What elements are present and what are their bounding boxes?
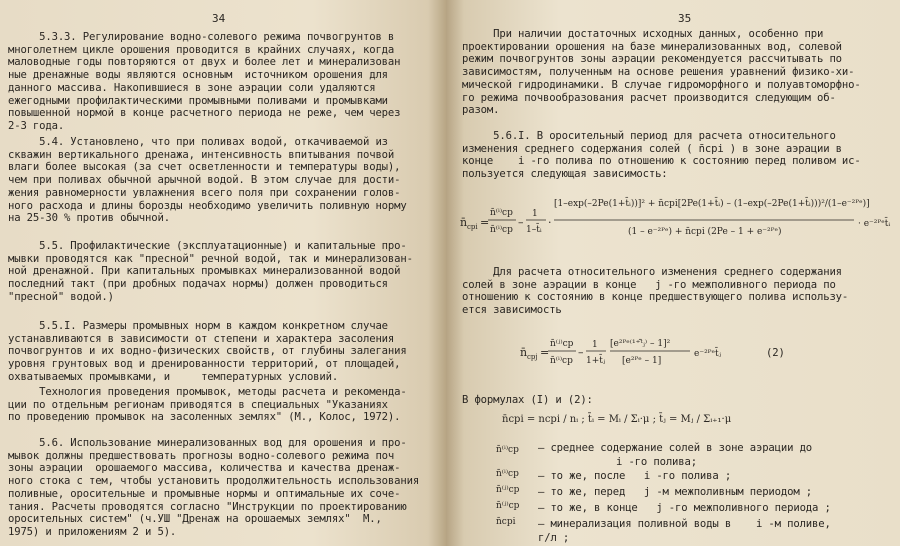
svg-text:n̄⁽ʲ⁾cp: n̄⁽ʲ⁾cp bbox=[550, 339, 574, 349]
svg-text:–: – bbox=[578, 346, 584, 359]
paragraph-between: Для расчета относительного изменения среднего содержания солей в зоне аэрации в конце j -го межполивного периода по отношению к состоянию в конце предшествующего полива использу- ется зависимость bbox=[462, 266, 849, 317]
def-after: – то же, после i -го полива ; bbox=[538, 470, 732, 482]
in-formulas-heading: В формулах (I) и (2): bbox=[462, 394, 593, 406]
svg-text:n̄⁽ʲ⁾cp: n̄⁽ʲ⁾cp bbox=[496, 485, 520, 495]
svg-text:cpj: cpj bbox=[527, 353, 538, 361]
svg-text:1+t̄ⱼ: 1+t̄ⱼ bbox=[586, 356, 606, 366]
left-page bbox=[0, 0, 446, 546]
definition-symbols bbox=[494, 440, 534, 536]
right-page bbox=[446, 0, 900, 546]
svg-text:n̄⁽ʲ⁾cp: n̄⁽ʲ⁾cp bbox=[496, 501, 520, 511]
svg-text:n̄⁽ⁱ⁾cp: n̄⁽ⁱ⁾cp bbox=[550, 356, 573, 366]
svg-text:[1–exp(–2Pe(1+t̄ᵢ))]² + n̄cpi[: [1–exp(–2Pe(1+t̄ᵢ))]² + n̄cpi[2Pe(1+t̄ᵢ) – (1–exp(–2Pe(1+t̄ᵢ)))²/(1–e⁻²ᴾᵉ)] bbox=[554, 199, 870, 209]
paragraph-5-4: 5.4. Установлено, что при поливах водой, откачиваемой из скважин вертикального дренажа, интенсивность впитывания почвой влаги более высокая (за счет осветленности и температуры воды), чем при поливах обычной арычной водой. В этом случае для дости- жения равномерности увлажнения всего поля при сохранении голов- ного расхода и длины борозды необходимо увеличить поливную норму на 25-30 % против обычной. bbox=[8, 136, 407, 225]
svg-text:1–t̄ᵢ: 1–t̄ᵢ bbox=[526, 225, 542, 235]
paragraph-intro: При наличии достаточных исходных данных, особенно при проектировании орошения на базе минерализованных вод, солевой режим почвогрунтов зоны аэрации рекомендуется рассчитывать по зависимостям, полученным на основе решения уравнений физико-хи- мической гидродинамики. В случае гидроморфного и полуавтоморфно- го режима почвообразования расчет производится следующим об- разом. bbox=[462, 28, 861, 117]
svg-text:cpi: cpi bbox=[467, 223, 478, 231]
page-number: 34 bbox=[212, 12, 226, 25]
def-mineralization: – минерализация поливной воды в i -м поливе, bbox=[538, 518, 831, 530]
paragraph-5-5-1: 5.5.I. Размеры промывных норм в каждом конкретном случае устанавливаются в зависимости от степени и характера засоления почвогрунтов и их водно-физических свойств, от глубины залегания уровня грунтовых вод и дренированности территорий, от площадей, охватываемых промывками, и температурных условий. bbox=[8, 320, 407, 383]
paragraph-5-5: 5.5. Профилактические (эксплуатационные) и капитальные про- мывки проводятся как "пресной" речной водой, так и минерализован- ной дренажной. При капитальных промывках минерализованной водой последний такт (при дробных подачах нормы) должен проводиться "пресной" водой.) bbox=[8, 240, 413, 303]
paragraph-5-6-1: 5.6.I. В оросительный период для расчета относительного изменения среднего содержания солей ( n̄cpi ) в зоне аэрации в конце i -го полива по отношению к состоянию перед поливом ис- пользуется следующая зависимость: bbox=[462, 130, 861, 181]
def-before-irrigation: i -го полива; bbox=[616, 456, 697, 468]
paragraph-5-6: 5.6. Использование минерализованных вод для орошения и про- мывок должны предшествовать прогнозы водно-солевого режима поч зоны аэрации орошаемого массива, количества и качества дренаж- ного стока с тем, чтобы установить продолжительность использования поливные, оросительные и промывные нормы и оптимальные их соче- тания. Расчеты проводятся согласно "Инструкции по проектированию оросительных систем" (ч.УШ "Дренаж на орошаемых землях" М., 1975) и приложениям 2 и 5). bbox=[8, 437, 420, 538]
svg-text:n̄⁽ⁱ⁾cp: n̄⁽ⁱ⁾cp bbox=[496, 445, 519, 455]
svg-text:e⁻²ᴾᵉt̄ⱼ: e⁻²ᴾᵉt̄ⱼ bbox=[694, 349, 721, 359]
formula-2-label: (2) bbox=[766, 347, 785, 359]
svg-text:n̄⁽ⁱ⁾cp: n̄⁽ⁱ⁾cp bbox=[490, 225, 513, 235]
symbol-definitions bbox=[500, 406, 732, 438]
svg-text:1: 1 bbox=[532, 209, 538, 219]
def-units: г/л ; bbox=[538, 532, 570, 544]
formula-1 bbox=[458, 186, 896, 260]
svg-text:· e⁻²ᴾᵉt̄ᵢ: · e⁻²ᴾᵉt̄ᵢ bbox=[858, 219, 891, 229]
svg-text:(1 – e⁻²ᴾᵉ) + n̄cpi (2Pe – 1 +: (1 – e⁻²ᴾᵉ) + n̄cpi (2Pe – 1 + e⁻²ᴾᵉ) bbox=[628, 227, 782, 237]
svg-text:–: – bbox=[518, 216, 524, 229]
svg-text:n̄: n̄ bbox=[520, 346, 528, 359]
svg-text:n̄cpi: n̄cpi bbox=[496, 517, 516, 527]
svg-text:[e²ᴾᵉ – 1]: [e²ᴾᵉ – 1] bbox=[622, 356, 662, 366]
def-end-period: – то же, в конце j -го межполивного периода ; bbox=[538, 502, 831, 514]
svg-text:·: · bbox=[548, 216, 552, 229]
page-number: 35 bbox=[678, 12, 692, 25]
svg-text:=: = bbox=[540, 346, 550, 359]
paragraph-5-3-3: 5.3.3. Регулирование водно-солевого режима почвогрунтов в многолетнем цикле орошения проводится в крайних случаях, когда маловодные годы повторяются от двух и более лет и минерализован ные дренажные воды являются основным источником орошения для данного массива. Накопившиеся в зоне аэрации соли удаляются ежегодными профилактическими промывными поливами и промывками повышенной нормой в конце расчетного периода не реже, чем через 2-3 года. bbox=[8, 31, 401, 132]
svg-text:1: 1 bbox=[592, 340, 598, 350]
def-before-period: – то же, перед j -м межполивным периодом ; bbox=[538, 486, 813, 498]
svg-text:n̄cpi = ncpi / nᵢ ; t̄ᵢ = Mᵢ: n̄cpi = ncpi / nᵢ ; t̄ᵢ = Mᵢ / Σᵢ·μ ; t̄ⱼ = Mⱼ / Σᵢ₊₁·μ bbox=[502, 414, 732, 425]
svg-text:n̄⁽ⁱ⁾cp: n̄⁽ⁱ⁾cp bbox=[490, 208, 513, 218]
svg-text:n̄: n̄ bbox=[460, 216, 468, 229]
formula-2 bbox=[518, 328, 758, 378]
svg-text:[e²ᴾᵉ⁽¹⁺ᵗ̄ⱼ⁾ – 1]²: [e²ᴾᵉ⁽¹⁺ᵗ̄ⱼ⁾ – 1]² bbox=[610, 339, 671, 349]
svg-text:=: = bbox=[480, 216, 490, 229]
paragraph-technology: Технология проведения промывок, методы расчета и рекоменда- ции по отдельным регионам приводятся в специальных "Указаниях по проведению промывок на засоленных землях" (М., Колос, 1972). bbox=[8, 386, 407, 424]
svg-text:n̄⁽ⁱ⁾cp: n̄⁽ⁱ⁾cp bbox=[496, 469, 519, 479]
def-mean-salt: – среднее содержание солей в зоне аэрации до bbox=[538, 442, 813, 454]
